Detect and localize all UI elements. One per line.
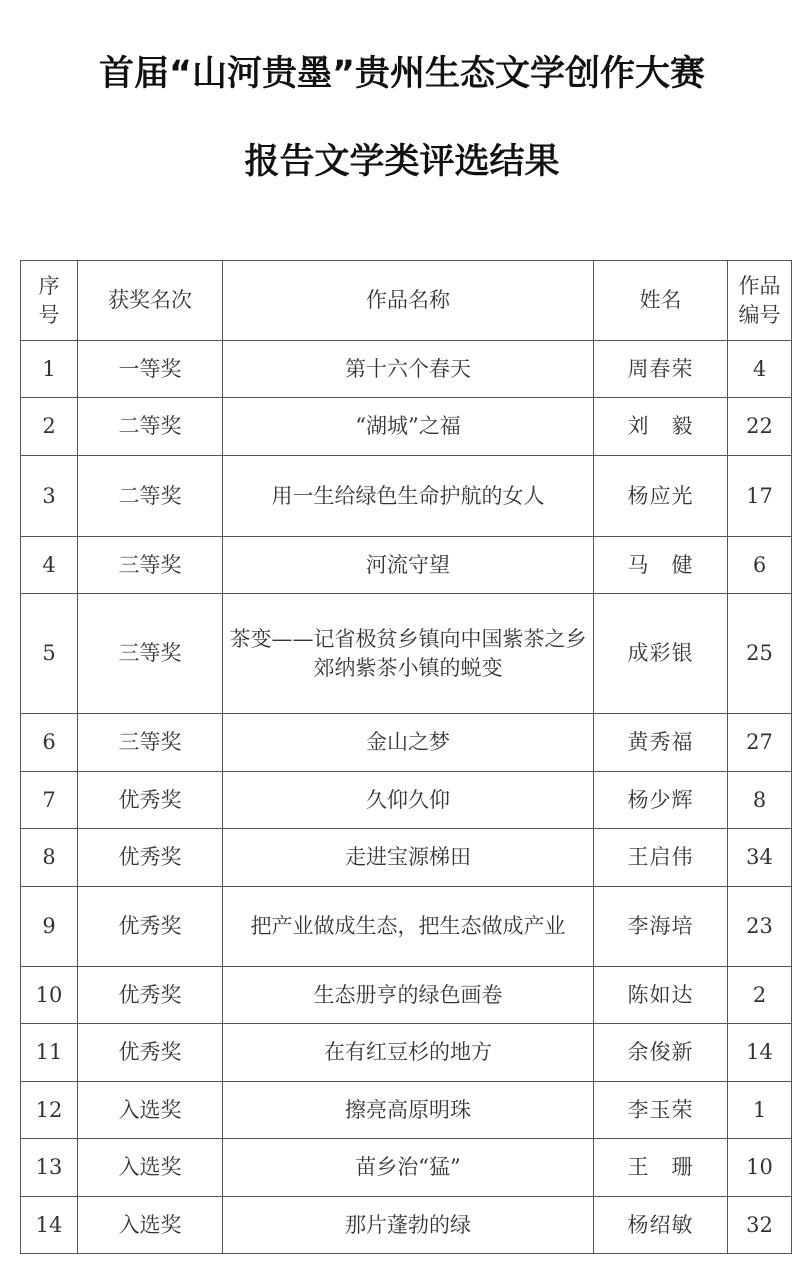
- cell-work: 河流守望: [223, 537, 594, 594]
- header-name: 姓名: [594, 261, 728, 341]
- cell-work: 擦亮高原明珠: [223, 1082, 594, 1139]
- cell-award: 优秀奖: [78, 829, 223, 887]
- header-award: 获奖名次: [78, 261, 223, 341]
- table-row: [21, 398, 792, 456]
- cell-work: “湖城”之福: [223, 398, 594, 456]
- cell-seq: 3: [21, 456, 78, 537]
- table-row: [21, 1139, 792, 1197]
- cell-seq: 6: [21, 714, 78, 772]
- cell-seq: 10: [21, 967, 78, 1024]
- cell-code: 6: [728, 537, 792, 594]
- cell-name: 杨绍敏: [594, 1197, 728, 1254]
- cell-code: 17: [728, 456, 792, 537]
- cell-code: 14: [728, 1024, 792, 1082]
- cell-name: 李海培: [594, 887, 728, 967]
- cell-seq: 13: [21, 1139, 78, 1197]
- cell-code: 25: [728, 594, 792, 714]
- cell-work: 用一生给绿色生命护航的女人: [223, 456, 594, 537]
- table-row: [21, 341, 792, 398]
- table-row: [21, 594, 792, 714]
- cell-name: 余俊新: [594, 1024, 728, 1082]
- cell-code: 10: [728, 1139, 792, 1197]
- document-title: 首届“山河贵墨”贵州生态文学创作大赛: [98, 54, 705, 94]
- cell-code: 8: [728, 772, 792, 829]
- table-row: [21, 887, 792, 967]
- cell-code: 2: [728, 967, 792, 1024]
- cell-seq: 7: [21, 772, 78, 829]
- table-row: [21, 772, 792, 829]
- document-subtitle: 报告文学类评选结果: [244, 142, 560, 182]
- table-row: [21, 1197, 792, 1254]
- table-row: [21, 456, 792, 537]
- cell-award: 优秀奖: [78, 1024, 223, 1082]
- cell-name: 杨少辉: [594, 772, 728, 829]
- cell-seq: 1: [21, 341, 78, 398]
- cell-name: 马 健: [594, 537, 728, 594]
- cell-award: 二等奖: [78, 456, 223, 537]
- header-seq-line1: 序: [38, 273, 60, 298]
- cell-work: 走进宝源梯田: [223, 829, 594, 887]
- table-row: [21, 537, 792, 594]
- cell-name: 王 珊: [594, 1139, 728, 1197]
- header-code-line1: 作品: [738, 273, 781, 298]
- cell-award: 入选奖: [78, 1197, 223, 1254]
- cell-seq: 8: [21, 829, 78, 887]
- header-seq-line2: 号: [38, 302, 60, 327]
- header-code-line2: 编号: [738, 302, 781, 327]
- cell-seq: 11: [21, 1024, 78, 1082]
- cell-award: 优秀奖: [78, 887, 223, 967]
- cell-name: 黄秀福: [594, 714, 728, 772]
- results-table: [20, 260, 792, 1254]
- table-row: [21, 967, 792, 1024]
- table-row: [21, 1024, 792, 1082]
- cell-code: 32: [728, 1197, 792, 1254]
- table-row: [21, 1082, 792, 1139]
- cell-work: 久仰久仰: [223, 772, 594, 829]
- table-row: [21, 829, 792, 887]
- cell-name: 李玉荣: [594, 1082, 728, 1139]
- cell-seq: 14: [21, 1197, 78, 1254]
- table-header-row: [21, 261, 792, 341]
- cell-award: 三等奖: [78, 594, 223, 714]
- header-code: [728, 261, 792, 341]
- cell-seq: 9: [21, 887, 78, 967]
- cell-work: 那片蓬勃的绿: [223, 1197, 594, 1254]
- header-work: 作品名称: [223, 261, 594, 341]
- cell-code: 22: [728, 398, 792, 456]
- cell-seq: 4: [21, 537, 78, 594]
- cell-code: 4: [728, 341, 792, 398]
- cell-name: 周春荣: [594, 341, 728, 398]
- cell-name: 刘 毅: [594, 398, 728, 456]
- cell-work: 在有红豆杉的地方: [223, 1024, 594, 1082]
- cell-award: 三等奖: [78, 714, 223, 772]
- cell-name: 王启伟: [594, 829, 728, 887]
- cell-name: 陈如达: [594, 967, 728, 1024]
- cell-name: 杨应光: [594, 456, 728, 537]
- cell-award: 优秀奖: [78, 967, 223, 1024]
- header-seq: [21, 261, 78, 341]
- cell-award: 二等奖: [78, 398, 223, 456]
- cell-code: 1: [728, 1082, 792, 1139]
- cell-seq: 2: [21, 398, 78, 456]
- cell-award: 优秀奖: [78, 772, 223, 829]
- cell-award: 一等奖: [78, 341, 223, 398]
- cell-work: 茶变——记省极贫乡镇向中国紫茶之乡郊纳紫茶小镇的蜕变: [223, 594, 594, 714]
- cell-seq: 12: [21, 1082, 78, 1139]
- cell-work: 生态册亨的绿色画卷: [223, 967, 594, 1024]
- cell-code: 27: [728, 714, 792, 772]
- cell-seq: 5: [21, 594, 78, 714]
- cell-work: 苗乡治“猛”: [223, 1139, 594, 1197]
- cell-work: 第十六个春天: [223, 341, 594, 398]
- cell-code: 34: [728, 829, 792, 887]
- cell-award: 入选奖: [78, 1139, 223, 1197]
- cell-work: 金山之梦: [223, 714, 594, 772]
- cell-code: 23: [728, 887, 792, 967]
- cell-award: 入选奖: [78, 1082, 223, 1139]
- cell-work: 把产业做成生态，把生态做成产业: [223, 887, 594, 967]
- table-row: [21, 714, 792, 772]
- cell-award: 三等奖: [78, 537, 223, 594]
- cell-name: 成彩银: [594, 594, 728, 714]
